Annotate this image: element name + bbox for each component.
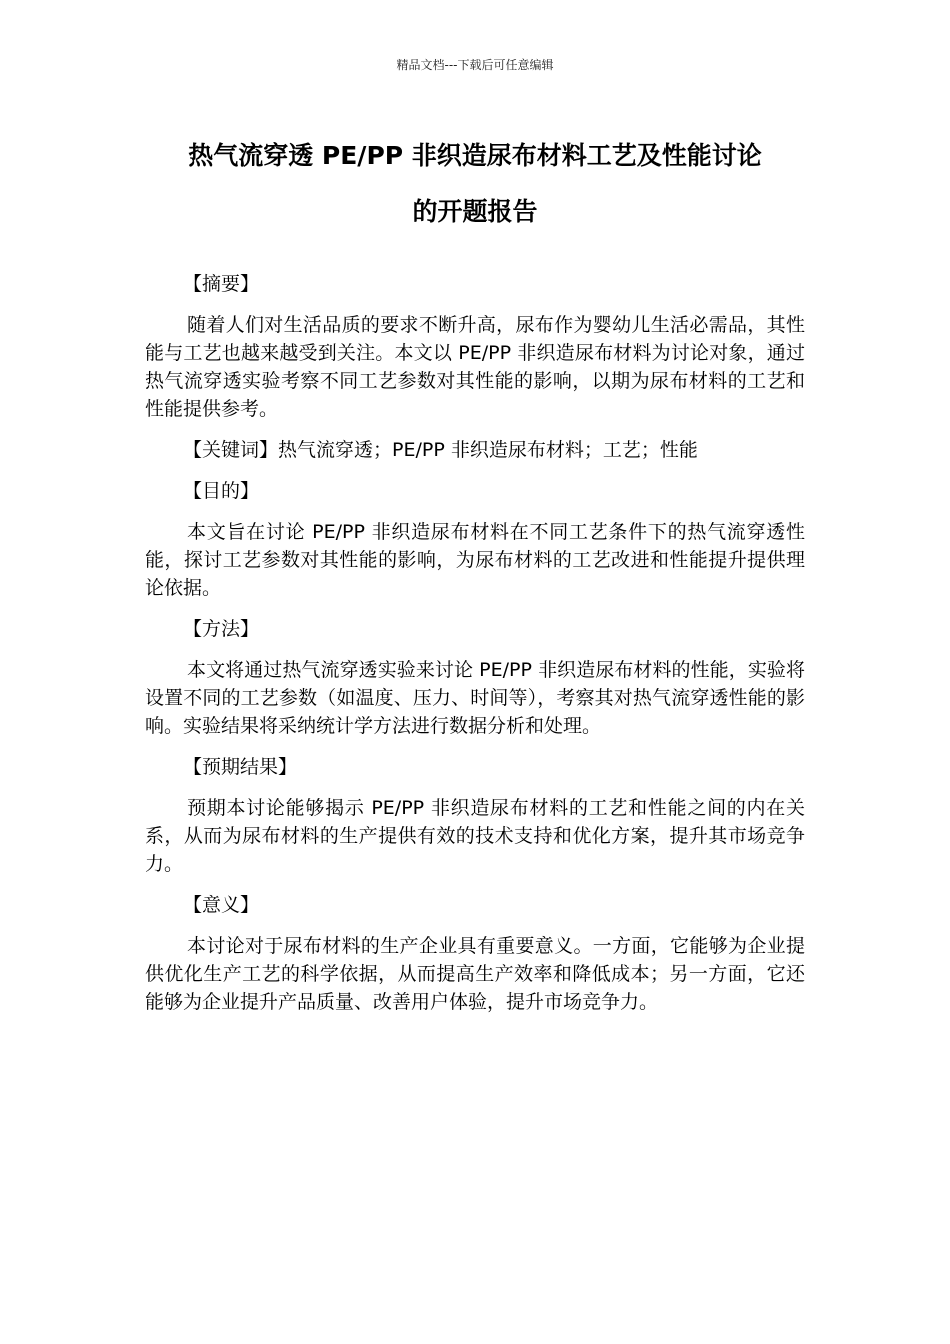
document-title bbox=[145, 133, 805, 235]
document-body bbox=[145, 270, 805, 1029]
purpose-heading: 【目的】 bbox=[183, 480, 260, 502]
abstract-paragraph: 随着人们对生活品质的要求不断升高，尿布作为婴幼儿生活必需品，其性能与工艺也越来越受到关注。本文以 PE/PP 非织造尿布材料为讨论对象，通过热气流穿透实验考察不同工艺参数对其性能的影响，以期为尿布材料的工艺和性能提供参考。 bbox=[145, 314, 805, 420]
title-line-1: 热气流穿透 PE/PP 非织造尿布材料工艺及性能讨论 bbox=[188, 141, 762, 170]
method-heading: 【方法】 bbox=[183, 618, 260, 640]
expected-results-paragraph: 预期本讨论能够揭示 PE/PP 非织造尿布材料的工艺和性能之间的内在关系，从而为尿布材料的生产提供有效的技术支持和优化方案，提升其市场竞争力。 bbox=[145, 797, 805, 875]
title-line-2: 的开题报告 bbox=[412, 197, 538, 226]
significance-heading: 【意义】 bbox=[183, 894, 260, 916]
purpose-paragraph: 本文旨在讨论 PE/PP 非织造尿布材料在不同工艺条件下的热气流穿透性能，探讨工艺参数对其性能的影响，为尿布材料的工艺改进和性能提升提供理论依据。 bbox=[145, 521, 805, 599]
method-paragraph: 本文将通过热气流穿透实验来讨论 PE/PP 非织造尿布材料的性能，实验将设置不同的工艺参数（如温度、压力、时间等），考察其对热气流穿透性能的影响。实验结果将采纳统计学方法进行数据分析和处理。 bbox=[145, 659, 805, 737]
header-note: 精品文档---下载后可任意编辑 bbox=[396, 58, 554, 72]
significance-paragraph: 本讨论对于尿布材料的生产企业具有重要意义。一方面，它能够为企业提供优化生产工艺的科学依据，从而提高生产效率和降低成本；另一方面，它还能够为企业提升产品质量、改善用户体验，提升市场竞争力。 bbox=[145, 935, 805, 1013]
keywords-line: 【关键词】热气流穿透；PE/PP 非织造尿布材料；工艺；性能 bbox=[183, 439, 698, 461]
expected-results-heading: 【预期结果】 bbox=[183, 756, 298, 778]
abstract-heading: 【摘要】 bbox=[183, 273, 260, 295]
